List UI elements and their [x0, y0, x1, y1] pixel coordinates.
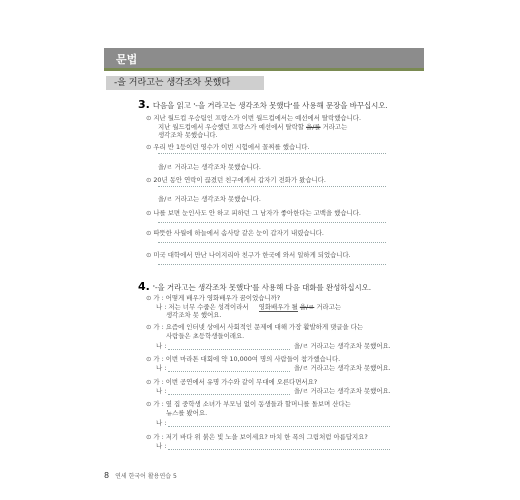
ex4-d4-ga-text: 가 : 옆 집 중학생 소녀가 부모님 없이 동생들과 할머니를 돌보며 산다는 — [153, 400, 351, 408]
circle-bullet-icon: ⊙ — [146, 209, 152, 217]
ex3-q2-blank-line[interactable] — [158, 186, 386, 187]
ex4-d3-blank-line[interactable] — [168, 394, 290, 395]
grammar-header — [104, 48, 424, 68]
example-3-line-1 — [146, 113, 361, 122]
exercise-4-instruction — [138, 280, 371, 293]
ex3-q4-blank-line[interactable] — [158, 242, 386, 243]
ex3-question-3 — [146, 208, 361, 217]
ex4-d4-na: 나 : — [156, 419, 167, 427]
exercise-3-text: 다음을 읽고 '-을 거라고는 생각조차 못했다'를 사용해 문장을 바꾸십시오. — [152, 101, 388, 110]
ex4-d4-ga-2: 뉴스를 봤어요. — [166, 409, 208, 417]
ex4-d1-ga-1 — [146, 322, 363, 331]
ex3-q5-text: 미국 대학에서 만난 나이지리아 친구가 한국에 와서 일하게 되었습니다. — [153, 251, 351, 259]
exercise-3-instruction — [138, 98, 388, 111]
ex4-d1-ga-2: 사람들은 초등학생들이래요. — [166, 332, 245, 340]
circle-bullet-icon: ⊙ — [146, 114, 152, 122]
ex4-example-ga — [146, 293, 280, 302]
ex4-d4-ga-1 — [146, 399, 351, 408]
circle-bullet-icon: ⊙ — [146, 294, 152, 302]
ex4-d5-ga — [146, 432, 368, 441]
ex3-question-2 — [146, 175, 326, 184]
ex4-d5-blank-line[interactable] — [168, 449, 390, 450]
example-3-line-3: 생각조차 못했습니다. — [158, 131, 218, 139]
book-title: 연세 한국어 활용연습 5 — [115, 473, 177, 480]
ex3-q2-text: 20년 동안 연락이 끊겼던 친구에게서 갑자기 전화가 왔습니다. — [153, 176, 326, 184]
ex3-question-4 — [146, 228, 324, 237]
ex4-example-na-2: 생각조차 못 했어요. — [166, 311, 222, 319]
page-number: 8 — [104, 471, 110, 480]
circle-bullet-icon: ⊙ — [146, 355, 152, 363]
header-accent-bar — [104, 68, 424, 71]
ex3-a1: 을/ㄹ 거라고는 생각조차 못했습니다. — [158, 163, 261, 171]
ex4-d3-ga — [146, 377, 317, 386]
ex3-q3-blank-line[interactable] — [158, 222, 386, 223]
ex3-q4-text: 따뜻한 사월에 하늘에서 솜사탕 같은 눈이 갑자기 내렸습니다. — [153, 229, 324, 237]
exercise-4-number: 4. — [138, 280, 150, 293]
ex4-d1-blank-line[interactable] — [168, 349, 290, 350]
exercise-3-number: 3. — [138, 98, 150, 111]
ex4-d2-ga — [146, 354, 340, 363]
ex4-d2-ga-text: 가 : 이번 마라톤 대회에 약 10,000여 명의 사람들이 참가했습니다. — [153, 355, 341, 363]
circle-bullet-icon: ⊙ — [146, 251, 152, 259]
ex4-d2-blank-line[interactable] — [168, 371, 290, 372]
example-3-sentence: 지난 월드컵 우승팀인 프랑스가 이번 월드컵에서는 예선에서 탈락했습니다. — [153, 114, 361, 122]
ex4-example-answer: 영화배우가 될 — [258, 303, 298, 311]
ex3-question-5 — [146, 250, 351, 259]
circle-bullet-icon: ⊙ — [146, 323, 152, 331]
circle-bullet-icon: ⊙ — [146, 143, 152, 151]
ex3-q1-text: 우리 반 1등이던 영수가 이번 시험에서 꼴찌를 했습니다. — [153, 143, 310, 151]
ex4-d3-end: 을/ㄹ 거라고는 생각조차 못했어요. — [294, 387, 391, 395]
ex4-example-na-c: 거라고는 — [316, 303, 342, 311]
ex4-d3-na: 나 : — [156, 387, 167, 395]
circle-bullet-icon: ⊙ — [146, 400, 152, 408]
example-3-strike: 을/를 — [306, 123, 321, 131]
ex4-example-strike: 을/ㄹ — [299, 303, 315, 311]
ex4-d5-ga-text: 가 : 저기 바다 위 붉은 빛 노을 보이세요? 마치 한 폭의 그림처럼 아름답지요? — [153, 433, 368, 441]
ex4-d4-blank-line[interactable] — [168, 426, 390, 427]
ex3-q3-text: 나를 보면 눈인사도 안 하고 피하던 그 남자가 좋아한다는 고백을 했습니다. — [153, 209, 361, 217]
ex4-d3-ga-text: 가 : 이번 공연에서 유명 가수와 같이 무대에 오른다면서요? — [153, 378, 318, 386]
ex3-q1-blank-line[interactable] — [158, 153, 386, 154]
page-footer — [104, 471, 177, 480]
ex3-a2: 을/ㄹ 거라고는 생각조차 못했습니다. — [158, 195, 261, 203]
circle-bullet-icon: ⊙ — [146, 229, 152, 237]
grammar-title: 문법 — [116, 53, 138, 66]
circle-bullet-icon: ⊙ — [146, 176, 152, 184]
ex4-example-na-a: 나 : 저는 너무 수줍은 성격이라서 — [156, 303, 249, 311]
example-3-answer-b: 거라고는 — [322, 123, 348, 131]
ex4-d1-na: 나 : — [156, 342, 167, 350]
grammar-pattern: -을 거라고는 생각조차 못했다 — [106, 76, 264, 90]
circle-bullet-icon: ⊙ — [146, 433, 152, 441]
circle-bullet-icon: ⊙ — [146, 378, 152, 386]
ex4-d2-end: 을/ㄹ 거라고는 생각조차 못했어요. — [294, 364, 391, 372]
example-3-answer-a: 지난 월드컵에서 우승했던 프랑스가 예선에서 탈락할 — [158, 123, 304, 131]
ex4-d1-end: 을/ㄹ 거라고는 생각조차 못했어요. — [294, 342, 391, 350]
ex3-question-1 — [146, 142, 310, 151]
ex3-q5-blank-line[interactable] — [158, 264, 386, 265]
exercise-4-text: '-을 거라고는 생각조차 못했다'를 사용해 다음 대화를 완성하십시오. — [152, 283, 372, 292]
ex4-d2-na: 나 : — [156, 364, 167, 372]
ex4-d5-na: 나 : — [156, 442, 167, 450]
ex4-example-ga-text: 가 : 어떻게 배우가 영화배우가 꿈이었습니까? — [153, 294, 281, 302]
ex4-d1-ga-text: 가 : 요즘에 인터넷 상에서 사회적인 문제에 대해 가장 활발하게 댓글을 다는 — [153, 323, 364, 331]
